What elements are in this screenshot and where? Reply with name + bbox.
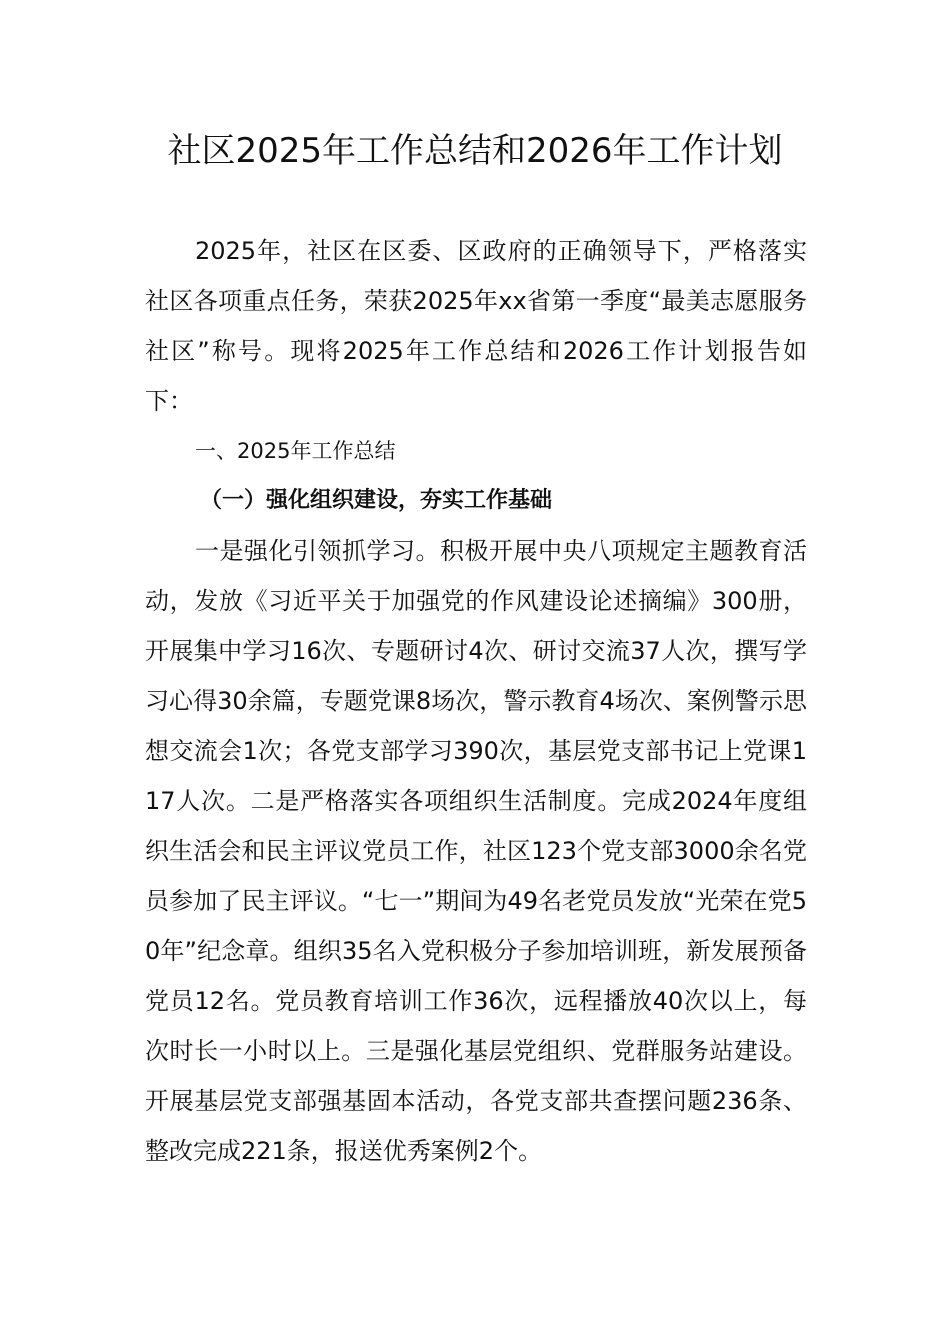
subsection-heading-organization: （一）强化组织建设，夯实工作基础 [200, 488, 553, 513]
subsection-body-paragraph: 一是强化引领抓学习。积极开展中央八项规定主题教育活动，发放《习近平关于加强党的作风建设论述摘编》300册，开展集中学习16次、专题研讨4次、研讨交流37人次，撰写学习心得30余篇，专题党课8场次，警示教育4场次、案例警示思想交流会1次；各党支部学习390次，基层党支部书记上党课117人次。二是严格落实各项组织生活制度。完成2024年度组织生活会和民主评议党员工作，社区123个党支部3000余名党员参加了民主评议。“七一”期间为49名老党员发放“光荣在党50年”纪念章。组织35名入党积极分子参加培训班，新发展预备党员12名。党员教育培训工作36次，远程播放40次以上，每次时长一小时以上。三是强化基层党组织、党群服务站建设。开展基层党支部强基固本活动，各党支部共查摆问题236条、整改完成221条，报送优秀案例2个。 [145, 537, 807, 1165]
document-body [145, 226, 807, 1176]
intro-paragraph: 2025年，社区在区委、区政府的正确领导下，严格落实社区各项重点任务，荣获2025年xx省第一季度“最美志愿服务社区”称号。现将2025年工作总结和2026工作计划报告如下： [145, 237, 807, 415]
document-title: 社区2025年工作总结和2026年工作计划 [167, 131, 783, 171]
section-heading-work-summary: 一、2025年工作总结 [195, 439, 396, 463]
